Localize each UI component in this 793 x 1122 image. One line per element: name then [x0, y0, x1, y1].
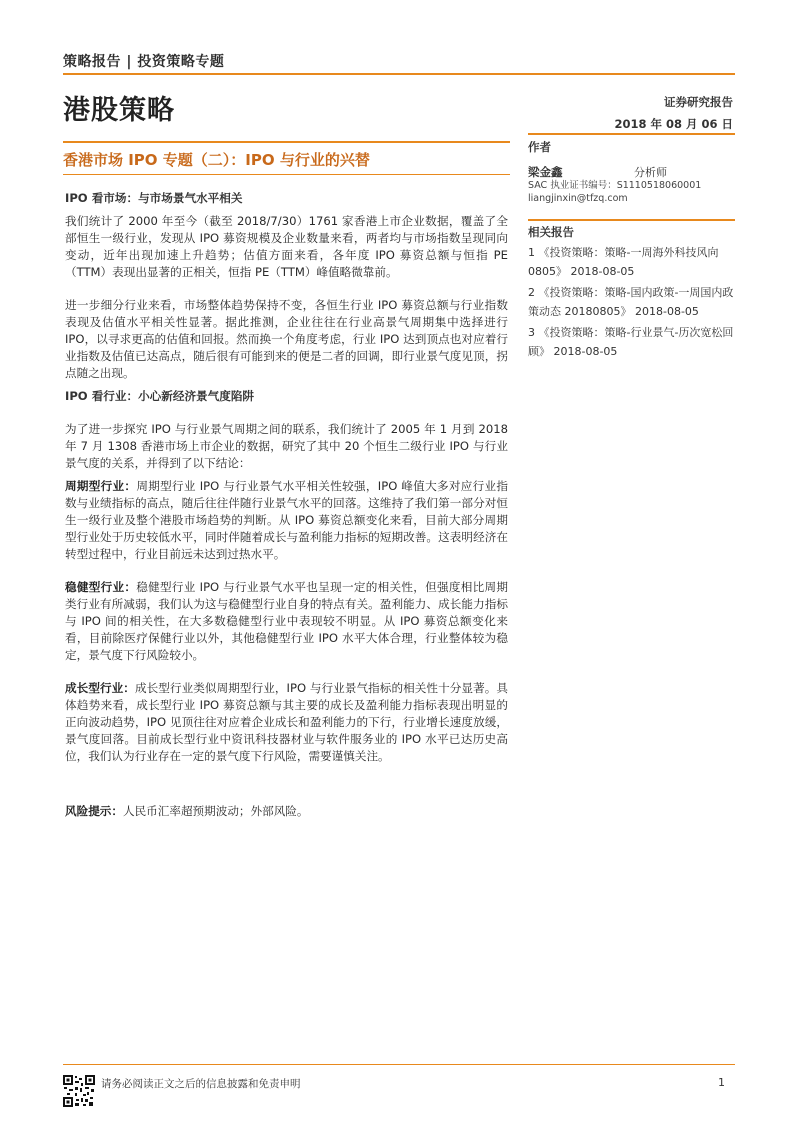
author-divider: [528, 133, 735, 135]
risk-text: 人民币汇率超预期波动；外部风险。: [122, 804, 309, 818]
cyclical-label: 周期型行业：: [65, 479, 137, 493]
paragraph-stable: [65, 579, 508, 664]
growth-label: 成长型行业：: [65, 681, 135, 695]
report-category: 策略报告 | 投资策略专题: [63, 54, 225, 70]
stable-text: 稳健型行业 IPO 与行业景气水平也呈现一定的相关性，但强度相比周期类行业有所减弱，我们认为这与稳健型行业自身的特点有关。盈利能力、成长能力指标与 IPO 间的相关性，在大多数稳健型行业中表现较不明显。从 IPO 募资总额变化来看，目前除医疗保健行业以外，其他稳健型行业 IPO 水平大体合理，行业整体较为稳定，景气度下行风险较小。: [65, 580, 508, 662]
page-title: 港股策略: [63, 95, 175, 126]
report-subtitle: 香港市场 IPO 专题（二）：IPO 与行业的兴替: [63, 151, 370, 169]
author-block: [528, 164, 735, 205]
subtitle-top-divider: [63, 141, 510, 143]
footer-disclaimer: 请务必阅读正文之后的信息披露和免责申明: [101, 1078, 301, 1090]
author-role: 分析师: [634, 166, 667, 179]
risk-label: 风险提示：: [65, 804, 123, 818]
header-divider: [63, 73, 735, 75]
section-heading-industry: IPO 看行业：小心新经济景气度陷阱: [65, 389, 255, 403]
footer-divider: [63, 1064, 735, 1065]
author-certificate: SAC 执业证书编号：S1110518060001: [528, 180, 702, 191]
page-number: 1: [718, 1076, 725, 1089]
author-heading: 作者: [528, 140, 551, 154]
paragraph-cyclical: [65, 478, 508, 563]
paragraph-risk: [65, 803, 508, 820]
report-date: 2018 年 08 月 06 日: [614, 117, 733, 131]
growth-text: 成长型行业类似周期型行业，IPO 与行业景气指标的相关性十分显著。具体趋势来看，成长型行业 IPO 募资总额与其主要的成长及盈利能力指标表现出明显的正向波动趋势，IPO 见顶往往对应着企业成长和盈利能力的下行，行业增长速度放缓，景气度回落。目前成长型行业中资讯科技器材业与软件服务业的 IPO 水平已达历史高位，我们认为行业存在一定的景气度下行风险，需要谨慎关注。: [65, 681, 508, 763]
paragraph-market-1: 我们统计了 2000 年至今（截至 2018/7/30）1761 家香港上市企业数据，覆盖了全部恒生一级行业，发现从 IPO 募资规模及企业数量来看，两者均与市场指数呈现同向变动，近年出现加速上升趋势；估值方面来看，各年度 IPO 募资总额与恒指 PE（TTM）表现出显著的正相关，恒指 PE（TTM）峰值略微靠前。: [65, 214, 508, 279]
cyclical-text: 周期型行业 IPO 与行业景气水平相关性较强，IPO 峰值大多对应行业指数与业绩指标的高点，随后往往伴随行业景气水平的回落。这维持了我们第一部分对恒生一级行业及整个港股市场趋势的判断。从 IPO 募资总额变化来看，目前大部分周期型行业处于历史较低水平，同时伴随着成长与盈利能力指标的短期改善。这表明经济在转型过程中，行业目前远未达到过热水平。: [65, 479, 508, 561]
stable-label: 稳健型行业：: [65, 580, 137, 594]
main-content: [65, 190, 508, 820]
related-report-2[interactable]: 2 《投资策略：策略-国内政策-一周国内政策动态 20180805》 2018-08-05: [528, 286, 734, 318]
paragraph-industry-intro: 为了进一步探究 IPO 与行业景气周期之间的联系，我们统计了 2005 年 1 月到 2018 年 7 月 1308 香港市场上市企业的数据，研究了其中 20 个恒生二级行业 IPO 与行业景气度的关系，并得到了以下结论：: [65, 422, 508, 470]
related-divider: [528, 219, 735, 221]
related-list: [528, 243, 735, 363]
section-heading-market: IPO 看市场：与市场景气水平相关: [65, 191, 243, 205]
subtitle-bottom-divider: [63, 174, 510, 175]
document-type: 证券研究报告: [664, 95, 733, 109]
paragraph-growth: [65, 680, 508, 765]
qr-code-icon: [63, 1075, 95, 1107]
related-report-1[interactable]: 1 《投资策略：策略-一周海外科技风向 0805》 2018-08-05: [528, 246, 719, 278]
paragraph-market-2: 进一步细分行业来看，市场整体趋势保持不变，各恒生行业 IPO 募资总额与行业指数表现及估值水平相关性显著。据此推测，企业往往在行业高景气周期集中选择进行 IPO，以寻求更高的估值和回报。然而换一个角度考虑，行业 IPO 达到顶点也对应着行业指数及估值已达高点，随后很有可能到来的便是二者的回调，即行业景气度见顶，拐点随之出现。: [65, 298, 508, 380]
related-heading: 相关报告: [528, 225, 574, 239]
related-report-3[interactable]: 3 《投资策略：策略-行业景气-历次宽松回顾》 2018-08-05: [528, 326, 734, 358]
author-name: 梁金鑫: [528, 165, 563, 179]
author-email[interactable]: liangjinxin@tfzq.com: [528, 193, 628, 204]
